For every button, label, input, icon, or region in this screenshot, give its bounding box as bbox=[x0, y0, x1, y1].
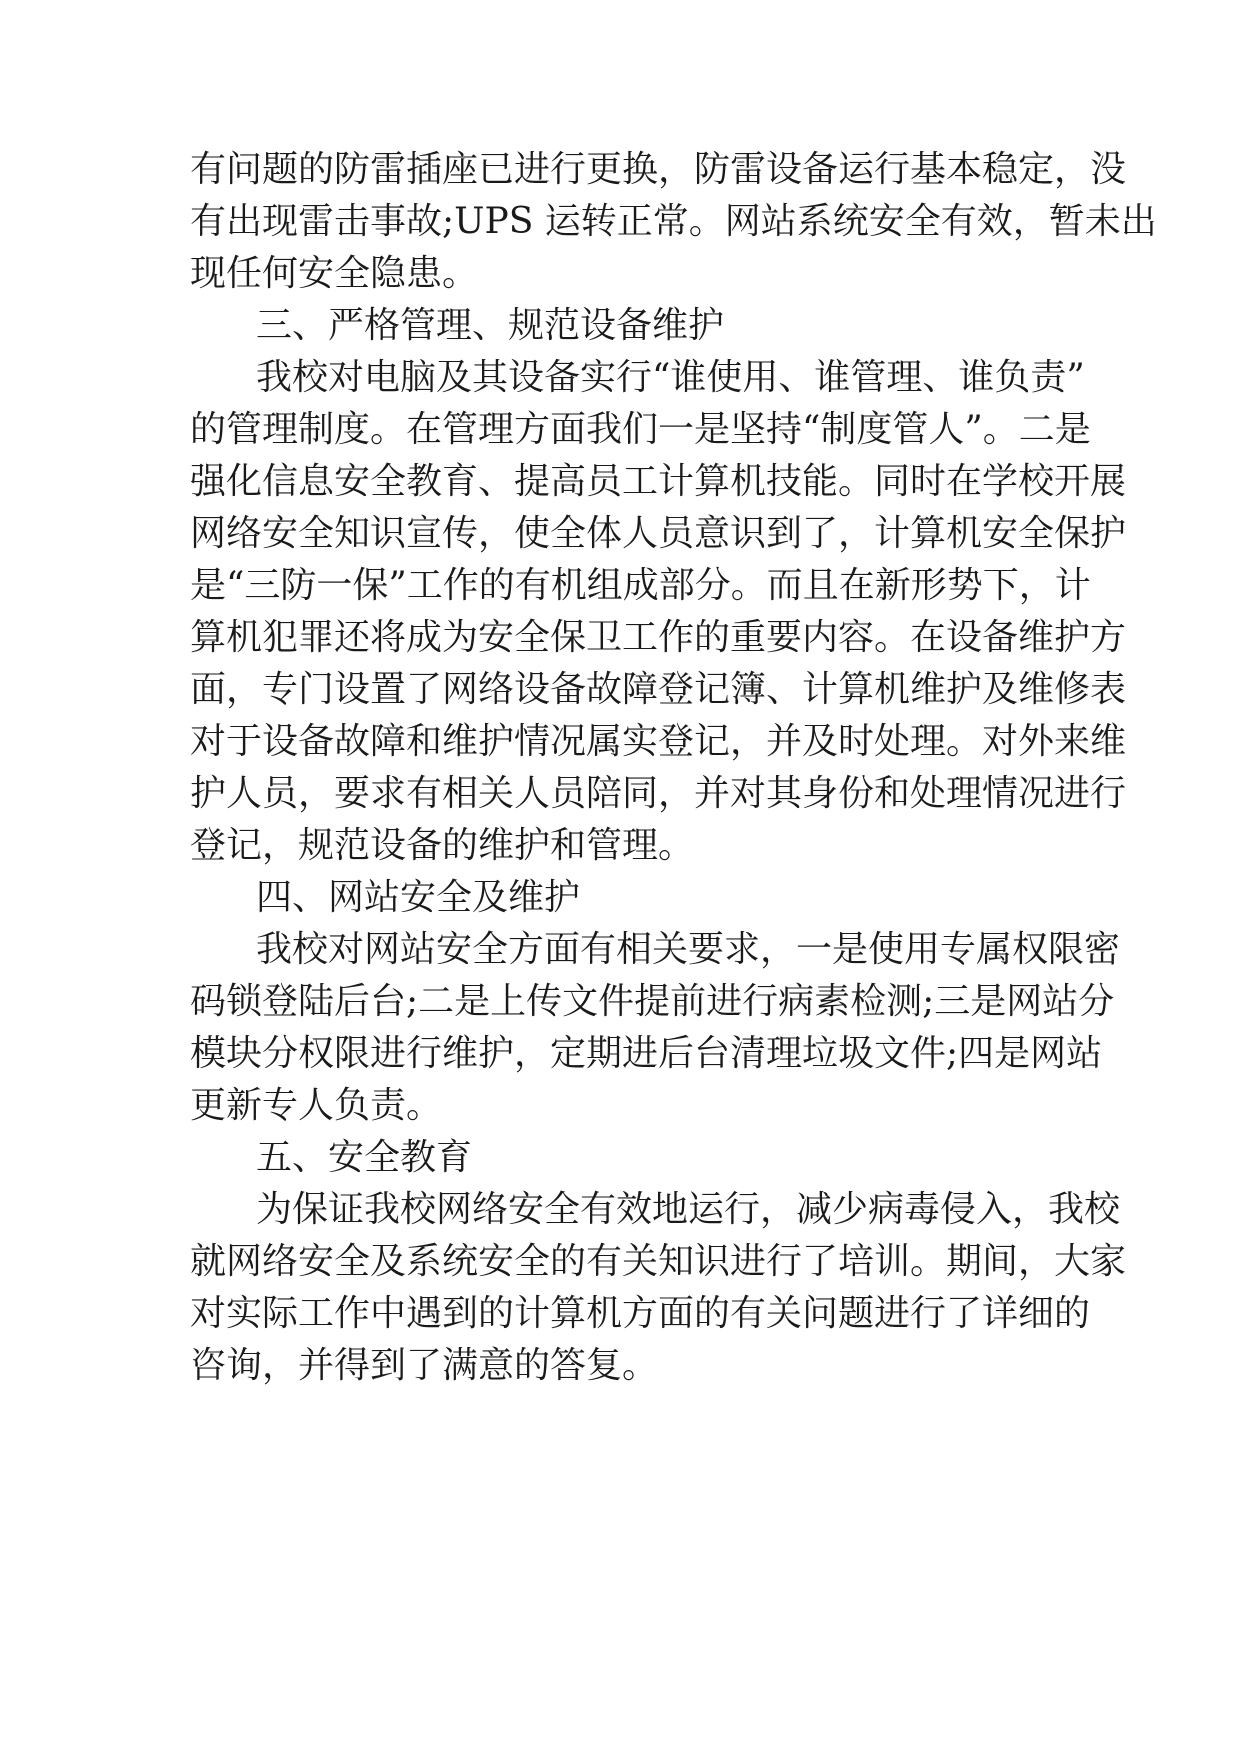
body-text-line: 我校对网站安全方面有相关要求，一是使用专属权限密 bbox=[256, 929, 1121, 970]
section-heading-3: 三、严格管理、规范设备维护 bbox=[256, 305, 725, 346]
body-text-line: 的管理制度。在管理方面我们一是坚持“制度管人”。二是 bbox=[190, 409, 1091, 450]
body-text-line: 强化信息安全教育、提高员工计算机技能。同时在学校开展 bbox=[190, 461, 1127, 502]
body-text-line: 有出现雷击事故;UPS 运转正常。网站系统安全有效，暂未出 bbox=[190, 201, 1157, 242]
body-text-line: 就网络安全及系统安全的有关知识进行了培训。期间，大家 bbox=[190, 1241, 1127, 1282]
section-heading-5: 五、安全教育 bbox=[256, 1137, 473, 1178]
body-text-line: 网络安全知识宣传，使全体人员意识到了，计算机安全保护 bbox=[190, 513, 1127, 554]
body-text-line: 模块分权限进行维护，定期进后台清理垃圾文件;四是网站 bbox=[190, 1033, 1103, 1074]
body-text-line: 码锁登陆后台;二是上传文件提前进行病素检测;三是网站分 bbox=[190, 981, 1115, 1022]
body-text-line: 为保证我校网络安全有效地运行，减少病毒侵入，我校 bbox=[256, 1189, 1121, 1230]
body-text-line: 对于设备故障和维护情况属实登记，并及时处理。对外来维 bbox=[190, 721, 1127, 762]
body-text-line: 我校对电脑及其设备实行“谁使用、谁管理、谁负责” bbox=[256, 357, 1085, 398]
body-text-line: 有问题的防雷插座已进行更换，防雷设备运行基本稳定，没 bbox=[190, 149, 1127, 190]
body-text-line: 是“三防一保”工作的有机组成部分。而且在新形势下，计 bbox=[190, 565, 1091, 606]
body-text-line: 面，专门设置了网络设备故障登记簿、计算机维护及维修表 bbox=[190, 669, 1127, 710]
body-text-line: 对实际工作中遇到的计算机方面的有关问题进行了详细的 bbox=[190, 1293, 1091, 1334]
body-text-line: 算机犯罪还将成为安全保卫工作的重要内容。在设备维护方 bbox=[190, 617, 1127, 658]
body-text-line: 护人员，要求有相关人员陪同，并对其身份和处理情况进行 bbox=[190, 773, 1127, 814]
body-text-line: 现任何安全隐患。 bbox=[190, 253, 479, 294]
body-text-line: 登记，规范设备的维护和管理。 bbox=[190, 825, 695, 866]
body-text-line: 咨询，并得到了满意的答复。 bbox=[190, 1345, 659, 1386]
section-heading-4: 四、网站安全及维护 bbox=[256, 877, 581, 918]
body-text-line: 更新专人负责。 bbox=[190, 1085, 443, 1126]
